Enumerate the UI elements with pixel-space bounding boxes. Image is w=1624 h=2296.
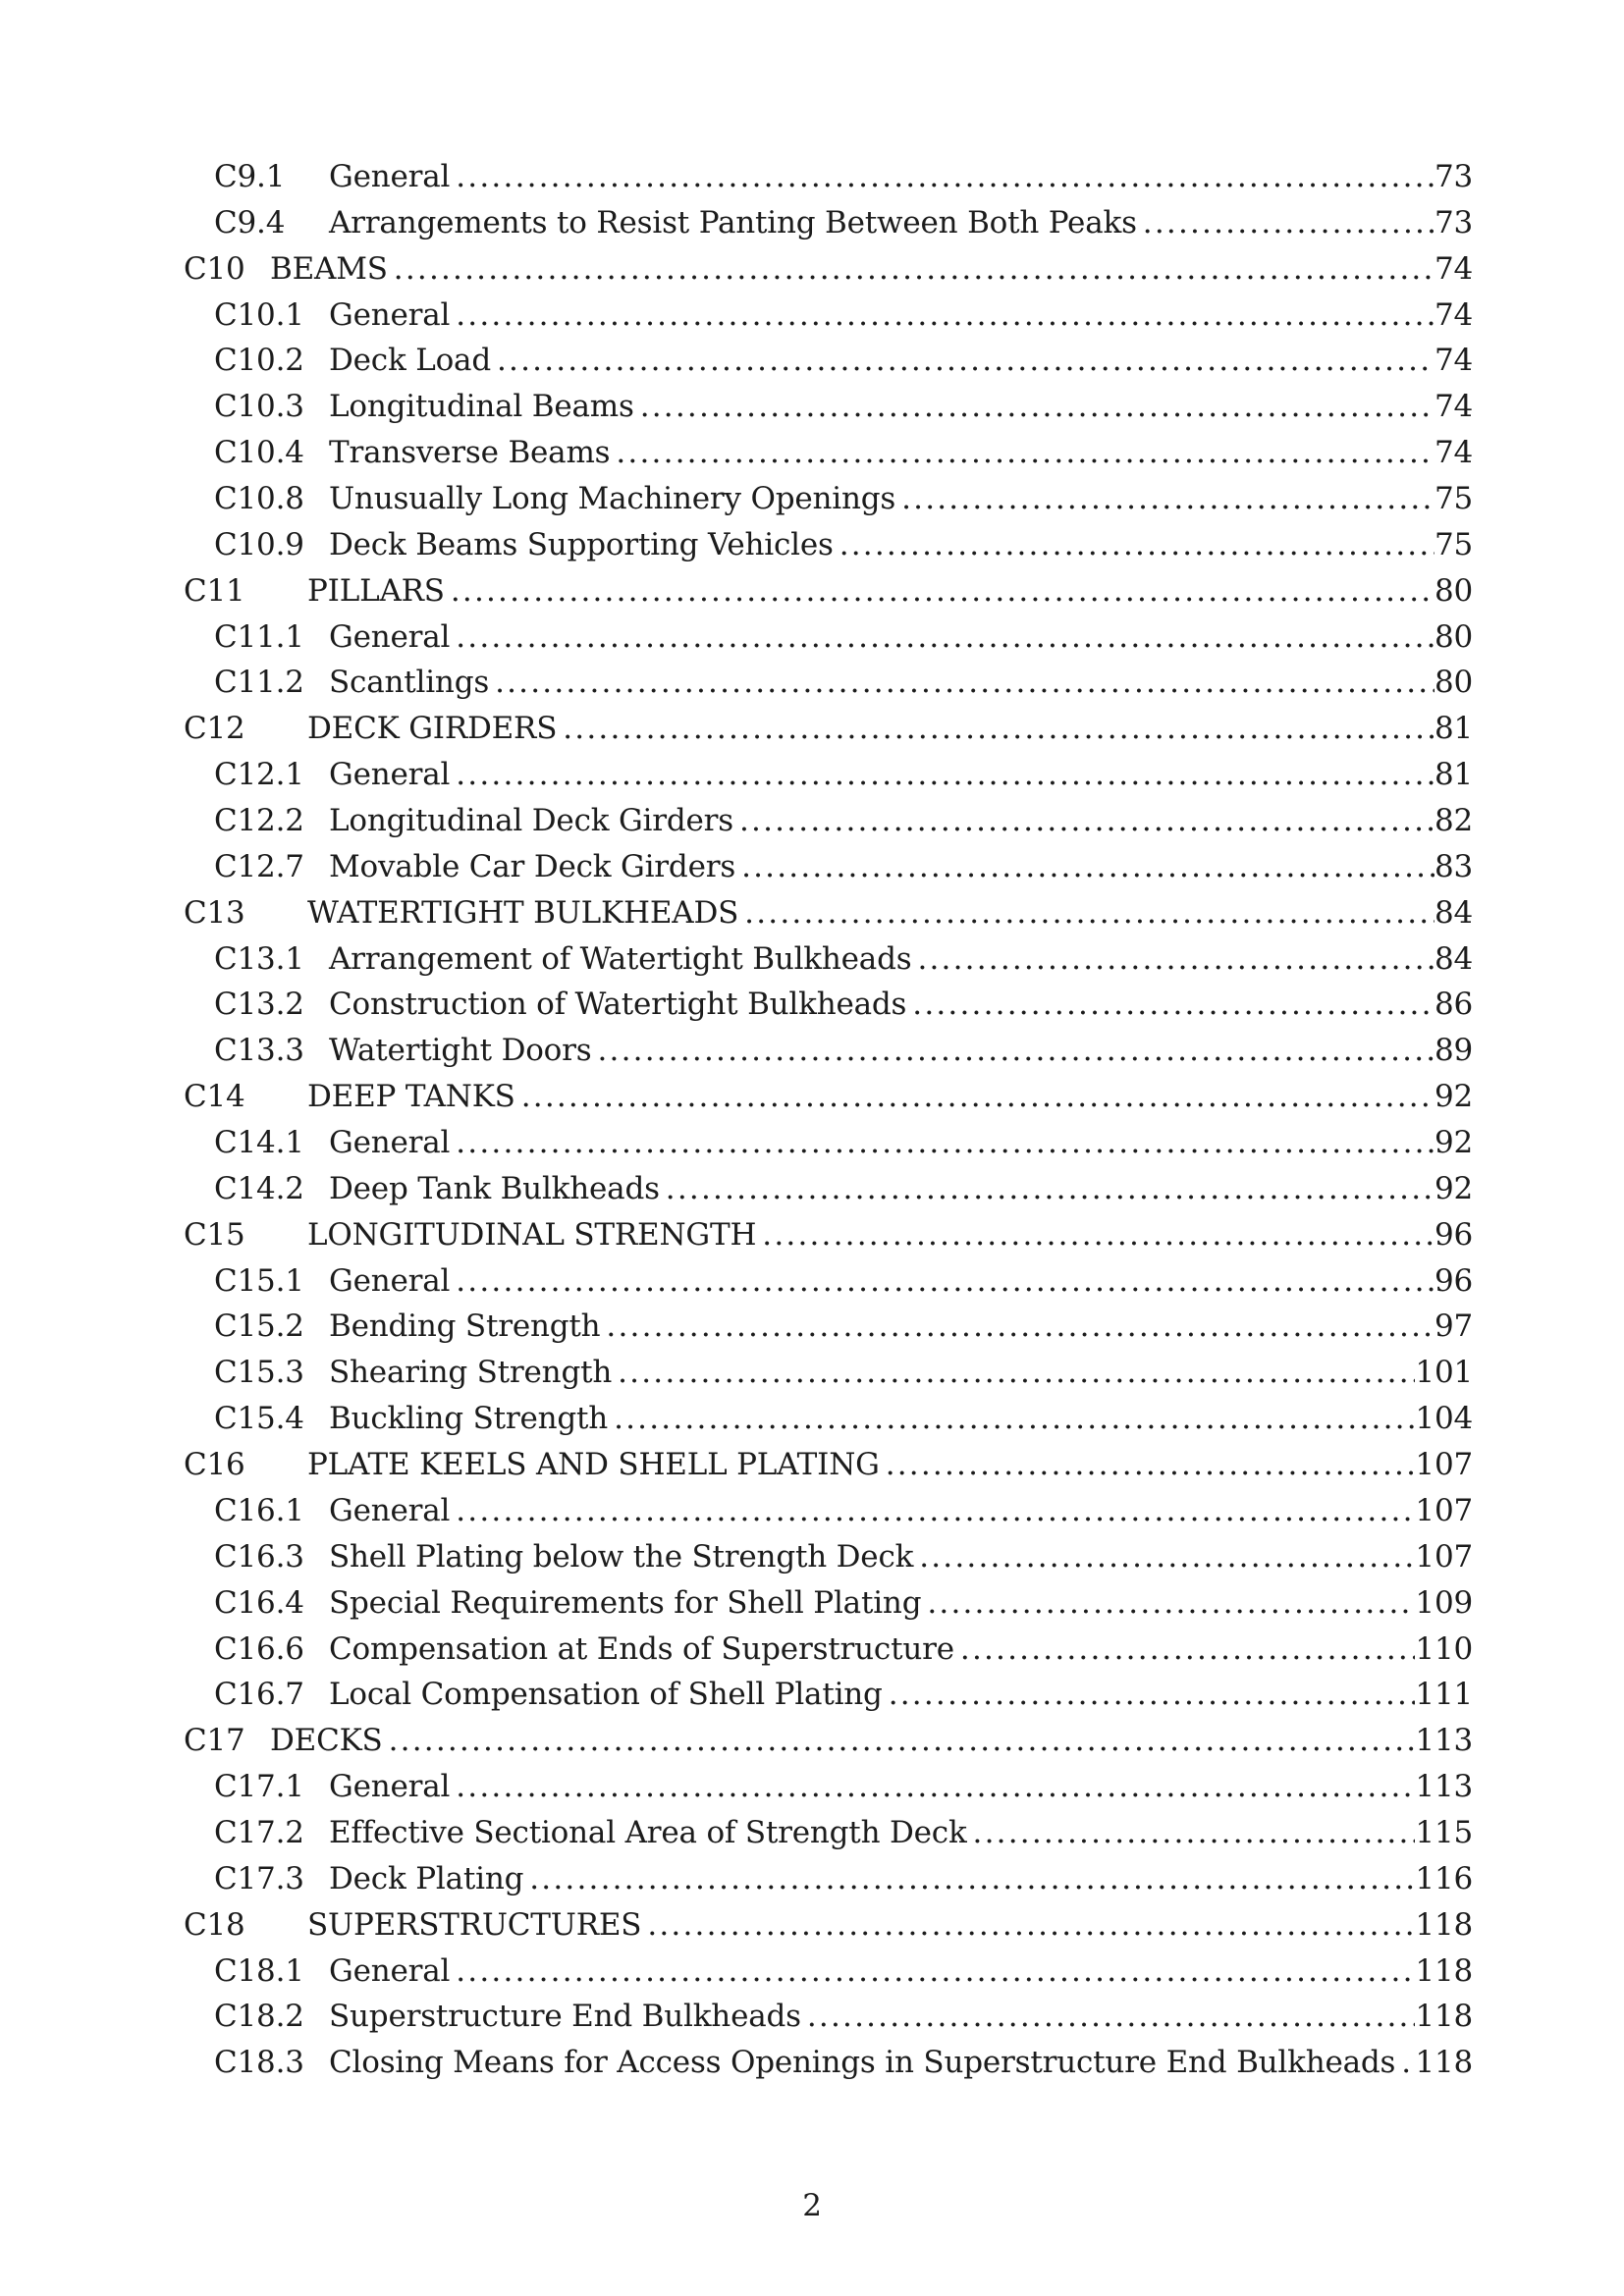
toc-leader-dots [450, 293, 1435, 339]
toc-entry-title: General [329, 296, 451, 333]
toc-entry-page: 113 [1415, 1769, 1473, 1805]
toc-leader-dots [1137, 200, 1435, 246]
toc-entry [0, 293, 1473, 339]
toc-entry-number: C10.8 [214, 481, 304, 517]
toc-leader-dots [600, 1304, 1435, 1350]
toc-entry-page: 74 [1434, 435, 1473, 471]
toc-leader-dots [895, 476, 1435, 522]
toc-leader-dots [954, 1627, 1416, 1673]
toc-entry-number: C10.3 [214, 389, 304, 425]
toc-entry-number: C14 [184, 1079, 245, 1115]
toc-leader-dots [445, 568, 1435, 614]
toc-entry [0, 1396, 1473, 1442]
toc-entry-page: 74 [1434, 389, 1473, 425]
toc-leader-dots [450, 1949, 1415, 1995]
toc-entry-number: C17.1 [214, 1769, 304, 1805]
toc-leader-dots [515, 1074, 1435, 1120]
toc-entry [0, 1627, 1473, 1673]
toc-entry-page: 75 [1434, 481, 1473, 517]
toc-entry-title: Deck Plating [329, 1860, 524, 1896]
toc-entry-title: Construction of Watertight Bulkheads [329, 987, 907, 1023]
toc-leader-dots [383, 1718, 1416, 1764]
toc-entry-title: PILLARS [307, 572, 445, 609]
toc-leader-dots [906, 982, 1435, 1028]
toc-leader-dots [1395, 2040, 1415, 2086]
toc-entry [0, 1304, 1473, 1350]
toc-entry-title: Shearing Strength [329, 1355, 613, 1391]
toc-entry-page: 74 [1434, 296, 1473, 333]
toc-entry-number: C18.2 [214, 1999, 304, 2035]
toc-entry-page: 80 [1434, 572, 1473, 609]
toc-entry [0, 476, 1473, 522]
toc-entry [0, 1580, 1473, 1627]
toc-leader-dots [388, 246, 1435, 293]
toc-entry [0, 1212, 1473, 1258]
toc-entry-page: 116 [1415, 1860, 1473, 1896]
toc-entry [0, 890, 1473, 936]
toc-leader-dots [612, 1350, 1415, 1396]
toc-entry-number: C9.1 [214, 159, 286, 194]
toc-entry-page: 101 [1415, 1355, 1473, 1391]
toc-entry-title: BEAMS [270, 250, 388, 287]
toc-entry-title: General [329, 159, 451, 194]
toc-entry-page: 107 [1415, 1492, 1473, 1528]
toc-entry [0, 1949, 1473, 1995]
toc-entry [0, 706, 1473, 752]
toc-entry [0, 1488, 1473, 1534]
toc-leader-dots [450, 614, 1435, 661]
toc-entry-title: Deep Tank Bulkheads [329, 1170, 660, 1206]
toc-entry-page: 80 [1434, 618, 1473, 655]
toc-leader-dots [834, 522, 1435, 568]
toc-entry-title: DEEP TANKS [307, 1079, 515, 1115]
toc-entry-number: C15.4 [214, 1401, 304, 1437]
toc-entry-number: C16.1 [214, 1492, 304, 1528]
page-footer [0, 2183, 1624, 2228]
toc-entry [0, 1672, 1473, 1718]
toc-entry [0, 568, 1473, 614]
toc-entry-page: 75 [1434, 526, 1473, 562]
toc-entry [0, 1350, 1473, 1396]
toc-leader-dots [921, 1580, 1415, 1627]
toc-entry [0, 1120, 1473, 1166]
toc-entry-page: 113 [1415, 1723, 1473, 1759]
toc-leader-dots [735, 844, 1435, 890]
toc-entry-number: C15 [184, 1216, 245, 1253]
toc-leader-dots [883, 1672, 1416, 1718]
toc-entry [0, 1258, 1473, 1305]
toc-entry-number: C10.4 [214, 435, 304, 471]
toc-entry [0, 614, 1473, 661]
toc-entry-number: C14.2 [214, 1170, 304, 1206]
toc-entry-page: 107 [1415, 1447, 1473, 1483]
toc-entry-title: General [329, 1262, 451, 1299]
toc-entry-page: 96 [1434, 1216, 1473, 1253]
toc-entry-title: Closing Means for Access Openings in Superstructure End Bulkheads [329, 2045, 1396, 2081]
toc-entry-title: Watertight Doors [329, 1033, 592, 1069]
toc-entry [0, 1442, 1473, 1488]
toc-entry-number: C15.2 [214, 1308, 304, 1345]
toc-entry [0, 1166, 1473, 1212]
page-number: 2 [802, 2188, 822, 2223]
toc-leader-dots [660, 1166, 1435, 1212]
toc-entry-number: C10 [184, 250, 245, 287]
toc-leader-dots [634, 384, 1435, 430]
toc-entry-title: Movable Car Deck Girders [329, 848, 736, 884]
toc-entry-title: Compensation at Ends of Superstructure [329, 1630, 954, 1667]
toc-entry [0, 844, 1473, 890]
toc-leader-dots [450, 1764, 1415, 1810]
toc-entry-page: 118 [1415, 1999, 1473, 2035]
toc-leader-dots [450, 752, 1435, 798]
toc-entry-number: C16 [184, 1447, 245, 1483]
toc-entry-page: 83 [1434, 848, 1473, 884]
toc-entry-title: Transverse Beams [329, 435, 611, 471]
toc-entry-number: C16.6 [214, 1630, 304, 1667]
toc-entry-number: C12.2 [214, 803, 304, 839]
toc-entry [0, 200, 1473, 246]
toc-entry-number: C18.3 [214, 2045, 304, 2081]
toc-entry-page: 74 [1434, 250, 1473, 287]
toc-entry-title: Longitudinal Beams [329, 389, 634, 425]
toc-entry-title: Longitudinal Deck Girders [329, 803, 733, 839]
toc-entry-page: 73 [1434, 204, 1473, 240]
toc-entry-page: 84 [1434, 940, 1473, 977]
toc-leader-dots [450, 154, 1435, 200]
toc-leader-dots [450, 1488, 1415, 1534]
toc-entry [0, 154, 1473, 200]
toc-entry-title: Superstructure End Bulkheads [329, 1999, 801, 2035]
toc-entry-page: 81 [1434, 711, 1473, 747]
toc-entry [0, 798, 1473, 844]
toc-entry-number: C16.3 [214, 1538, 304, 1575]
toc-entry-page: 97 [1434, 1308, 1473, 1345]
toc-entry-title: Arrangement of Watertight Bulkheads [329, 940, 912, 977]
toc-entry-title: Arrangements to Resist Panting Between Both Peaks [329, 204, 1137, 240]
toc-entry-page: 110 [1415, 1630, 1473, 1667]
toc-entry-title: General [329, 1492, 451, 1528]
toc-entry [0, 1074, 1473, 1120]
toc-entry-title: Bending Strength [329, 1308, 601, 1345]
toc-entry [0, 1028, 1473, 1074]
toc-entry-number: C18.1 [214, 1952, 304, 1989]
toc-entry-title: LONGITUDINAL STRENGTH [307, 1216, 757, 1253]
toc-entry-number: C17.2 [214, 1814, 304, 1850]
toc-entry [0, 1994, 1473, 2040]
toc-entry-page: 96 [1434, 1262, 1473, 1299]
toc-entry-page: 118 [1415, 1906, 1473, 1943]
toc-leader-dots [523, 1856, 1415, 1902]
toc-entry-page: 92 [1434, 1079, 1473, 1115]
toc-entry-number: C10.2 [214, 343, 304, 379]
toc-entry-page: 109 [1415, 1584, 1473, 1621]
toc-entry [0, 1810, 1473, 1856]
toc-entry-number: C12.7 [214, 848, 304, 884]
toc-entry [0, 1534, 1473, 1580]
toc-leader-dots [756, 1212, 1435, 1258]
toc-leader-dots [450, 1258, 1435, 1305]
toc-entry-number: C13.2 [214, 987, 304, 1023]
toc-entry [0, 1764, 1473, 1810]
toc-entry-page: 92 [1434, 1125, 1473, 1161]
toc-entry-title: Local Compensation of Shell Plating [329, 1677, 883, 1713]
toc-entry-title: Deck Load [329, 343, 491, 379]
toc-entry-number: C13.1 [214, 940, 304, 977]
toc-entry-page: 104 [1415, 1401, 1473, 1437]
toc-leader-dots [913, 1534, 1415, 1580]
toc-entry-number: C14.1 [214, 1125, 304, 1161]
toc-leader-dots [591, 1028, 1434, 1074]
toc-leader-dots [557, 706, 1435, 752]
toc-entry [0, 246, 1473, 293]
toc-entry-page: 74 [1434, 343, 1473, 379]
toc-leader-dots [733, 798, 1435, 844]
toc-leader-dots [880, 1442, 1416, 1488]
toc-entry-title: Buckling Strength [329, 1401, 609, 1437]
toc-entry-page: 118 [1415, 2045, 1473, 2081]
toc-entry-number: C12 [184, 711, 245, 747]
toc-entry-number: C13.3 [214, 1033, 304, 1069]
toc-entry [0, 752, 1473, 798]
toc-entry-page: 118 [1415, 1952, 1473, 1989]
toc-entry [0, 338, 1473, 384]
toc-entry-number: C10.9 [214, 526, 304, 562]
toc-entry-title: DECKS [270, 1723, 383, 1759]
toc-leader-dots [738, 890, 1435, 936]
toc-entry [0, 1856, 1473, 1902]
toc-entry-title: Special Requirements for Shell Plating [329, 1584, 922, 1621]
toc-entry-number: C18 [184, 1906, 245, 1943]
toc-entry-title: PLATE KEELS AND SHELL PLATING [307, 1447, 880, 1483]
toc-entry-title: Scantlings [329, 665, 490, 701]
toc-leader-dots [967, 1810, 1416, 1856]
toc-entry-page: 115 [1415, 1814, 1473, 1850]
toc-entry [0, 1902, 1473, 1949]
toc-entry-number: C11.1 [214, 618, 304, 655]
toc-entry-title: Effective Sectional Area of Strength Deck [329, 1814, 967, 1850]
toc-entry-number: C10.1 [214, 296, 304, 333]
toc-entry-number: C17 [184, 1723, 245, 1759]
toc-leader-dots [911, 936, 1435, 983]
toc-entry-title: Unusually Long Machinery Openings [329, 481, 896, 517]
toc-entry-number: C16.4 [214, 1584, 304, 1621]
toc-entry-page: 92 [1434, 1170, 1473, 1206]
toc-entry [0, 384, 1473, 430]
toc-entry-number: C11 [184, 572, 245, 609]
toc-entry [0, 982, 1473, 1028]
toc-entry [0, 2040, 1473, 2086]
toc-leader-dots [608, 1396, 1415, 1442]
toc-entry-number: C12.1 [214, 757, 304, 793]
toc-entry-page: 86 [1434, 987, 1473, 1023]
toc-entry-title: Deck Beams Supporting Vehicles [329, 526, 834, 562]
toc-entry-title: General [329, 757, 451, 793]
toc-entry-page: 111 [1415, 1677, 1473, 1713]
toc-entry-page: 84 [1434, 894, 1473, 931]
toc-entry-page: 73 [1434, 159, 1473, 194]
toc-entry-page: 107 [1415, 1538, 1473, 1575]
toc-entry-title: General [329, 618, 451, 655]
toc-entry [0, 430, 1473, 476]
toc-entry-number: C13 [184, 894, 245, 931]
toc-entry-title: DECK GIRDERS [307, 711, 558, 747]
toc-entry-page: 89 [1434, 1033, 1473, 1069]
toc-leader-dots [450, 1120, 1435, 1166]
toc-entry-page: 80 [1434, 665, 1473, 701]
toc-leader-dots [641, 1902, 1415, 1949]
toc-entry-page: 81 [1434, 757, 1473, 793]
toc-leader-dots [491, 338, 1435, 384]
toc-entry-number: C16.7 [214, 1677, 304, 1713]
toc-entry-title: WATERTIGHT BULKHEADS [307, 894, 739, 931]
toc-entry-number: C9.4 [214, 204, 286, 240]
toc-entry [0, 1718, 1473, 1764]
toc-entry-number: C11.2 [214, 665, 304, 701]
toc-entry-page: 82 [1434, 803, 1473, 839]
toc-entry-number: C15.1 [214, 1262, 304, 1299]
toc-entry-number: C15.3 [214, 1355, 304, 1391]
toc-entry-title: Shell Plating below the Strength Deck [329, 1538, 914, 1575]
toc-leader-dots [801, 1994, 1416, 2040]
toc-leader-dots [610, 430, 1435, 476]
toc-entry-number: C17.3 [214, 1860, 304, 1896]
toc-entry-title: General [329, 1952, 451, 1989]
toc-entry [0, 660, 1473, 706]
toc-entry-title: General [329, 1125, 451, 1161]
toc-entry [0, 936, 1473, 983]
toc-entry-title: General [329, 1769, 451, 1805]
toc-entry [0, 522, 1473, 568]
toc-leader-dots [489, 660, 1435, 706]
toc-entry-title: SUPERSTRUCTURES [307, 1906, 642, 1943]
